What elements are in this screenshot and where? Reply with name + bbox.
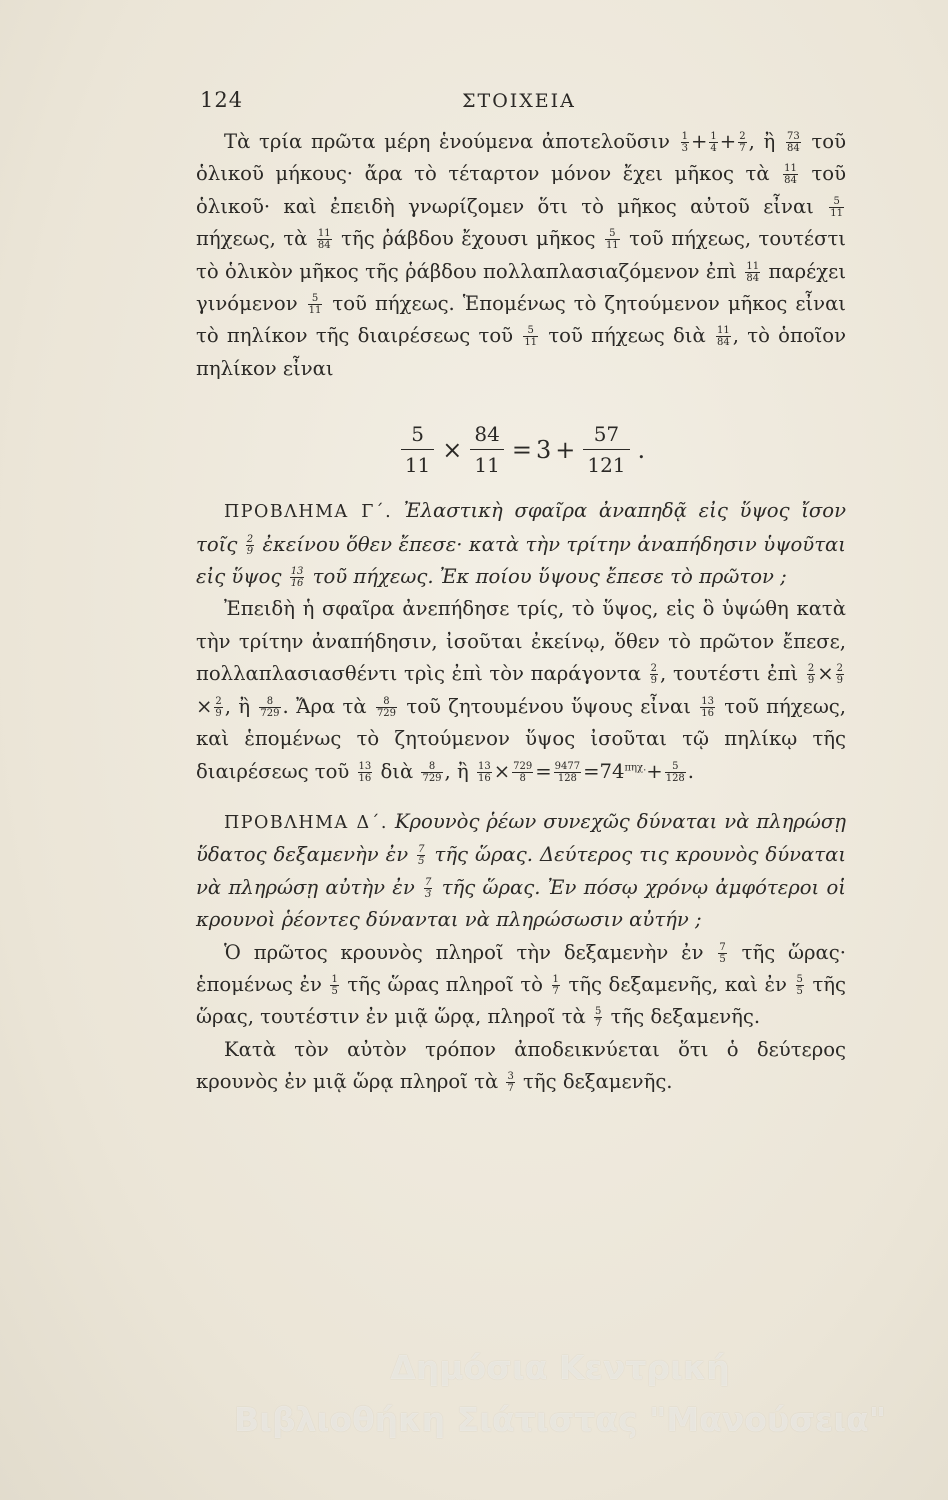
fraction-numerator: 13 (477, 760, 491, 772)
fraction (718, 942, 726, 965)
text-run: πήχεως, τὰ (196, 227, 315, 251)
fraction-denominator: 8 (519, 772, 526, 784)
fraction-denominator: 7 (739, 143, 746, 154)
running-title: ΣΤΟΙΧΕΙΑ (462, 90, 576, 112)
fraction-denominator: 11 (830, 207, 843, 219)
text-run: τῆς ῥάβδου ἔχουσι μῆκος (333, 227, 603, 251)
text-run: × (442, 435, 463, 464)
fraction (421, 761, 442, 784)
page-number: 124 (200, 88, 244, 112)
equation-fraction-b (470, 419, 503, 480)
fraction-denominator: 9 (650, 675, 658, 687)
library-watermark (180, 1342, 940, 1446)
text-run: Ἐπειδὴ ἡ σφαῖρα ἀνεπήδησε τρίς, τὸ ὕψος, εἰς ὃ ὑψώθη κατὰ τὴν τρίτην ἀναπήδησιν, ἰσοῦται ἐκείνῳ, ὅθεν τὸ πρῶτον ἔπεσε, πολλαπλασιασθέντι τρὶς ἐπὶ τὸν παράγοντα (196, 597, 846, 686)
text-run: τοῦ πήχεως. Ἐκ ποίου ὕψους ἔπεσε τὸ πρῶτον ; (306, 565, 787, 589)
fraction-numerator: 11 (317, 228, 331, 240)
fraction-numerator: 5 (665, 761, 686, 773)
equation-fraction-a (401, 419, 434, 480)
fraction (650, 663, 658, 686)
fraction-numerator: 13 (701, 695, 714, 707)
fraction (246, 534, 254, 557)
problem-delta (196, 806, 846, 937)
fraction-denominator: 11 (308, 305, 322, 317)
fraction-numerator: 5 (308, 293, 323, 305)
text-run: , ἢ (224, 694, 258, 718)
fraction-numerator: 2 (807, 663, 815, 675)
fraction (417, 844, 425, 867)
fraction-denominator: 84 (317, 240, 331, 252)
text-run: + (555, 435, 576, 464)
text-run: τοῦ πήχεως, καὶ ἑπομένως τὸ ζητούμενον ὕψος ἰσοῦται τῷ πηλίκῳ τῆς διαιρέσεως τοῦ (196, 694, 847, 783)
fraction (605, 228, 620, 251)
text-run: τοῦ πήχεως διὰ (540, 324, 714, 348)
fraction-numerator: 73 (787, 131, 800, 142)
text-run: Κρουνὸς ῥέων συνεχῶς δύναται νὰ πληρώσῃ ὕδατος δεξαμενὴν ἐν (196, 809, 847, 867)
fraction-denominator: 7 (507, 1083, 514, 1095)
text-run: + (691, 130, 708, 153)
fraction (783, 163, 798, 186)
text-run: = (583, 759, 600, 783)
fraction-denominator: 3 (681, 143, 688, 154)
fraction-numerator: 5 (829, 196, 844, 208)
text-run: , τουτέστι ἐπὶ (660, 662, 805, 686)
fraction-numerator: 7 (418, 844, 425, 856)
fraction-numerator: 2 (246, 533, 254, 545)
text-run: τῆς ὥρας πληροῖ τὸ (340, 972, 550, 996)
fraction (290, 566, 305, 589)
watermark-line-2: Βιβλιοθήκη Σιάτιστας "Μανούσεια" (233, 1400, 887, 1439)
fraction-numerator: 7 (425, 876, 432, 888)
text-run: τοῦ ὁλικοῦ μήκους· ἄρα τὸ τέταρτον μόνον ἔχει μῆκος τὰ (196, 130, 846, 186)
fraction-denominator: 84 (746, 272, 760, 284)
fraction-denominator: 11 (404, 453, 431, 478)
text-run: τῆς δεξαμενῆς. (516, 1070, 673, 1094)
fraction-numerator: 13 (290, 566, 304, 578)
fraction-numerator: 2 (836, 663, 843, 675)
text-run: = (511, 435, 532, 464)
fraction-denominator: 16 (358, 772, 372, 784)
fraction-numerator: 11 (784, 163, 797, 175)
fraction (552, 974, 560, 997)
fraction (477, 761, 492, 784)
solution-delta-second (196, 1034, 846, 1099)
watermark-line-1: Δημόσια Κεντρική (390, 1348, 730, 1387)
fraction (716, 325, 731, 348)
fraction-numerator: 9477 (554, 760, 581, 772)
text-run: ἐκείνου ὅθεν ἔπεσε· κατὰ τὴν τρίτην ἀναπήδησιν ὑψοῦται εἰς ὕψος (196, 532, 846, 589)
fraction-denominator: 11 (474, 453, 500, 478)
equation-fraction-c (583, 419, 629, 480)
fraction-denominator: 9 (215, 707, 222, 719)
fraction-denominator: 9 (836, 675, 843, 687)
fraction-numerator: 2 (215, 695, 222, 707)
text-block (196, 126, 846, 1099)
fraction (681, 131, 689, 154)
fraction-denominator: 5 (418, 856, 425, 868)
fraction-denominator: 9 (246, 545, 254, 557)
fraction-numerator: 729 (513, 760, 533, 772)
fraction-numerator: 84 (470, 419, 503, 450)
fraction (594, 1006, 602, 1029)
fraction-numerator: 5 (595, 1006, 602, 1018)
fraction-numerator: 8 (376, 696, 397, 708)
text-run: , τὸ ὁποῖον πηλίκον εἶναι (196, 324, 847, 380)
text-run: Τὰ τρία πρῶτα μέρη ἑνούμενα ἀποτελοῦσιν (224, 130, 679, 153)
fraction-denominator: 729 (422, 772, 442, 784)
fraction (786, 131, 801, 154)
fraction (709, 131, 717, 154)
text-run: = (535, 759, 552, 783)
fraction (308, 293, 323, 316)
fraction-numerator: 5 (401, 419, 434, 450)
text-run: πηχ. (624, 761, 647, 773)
fraction-denominator: 9 (807, 675, 815, 687)
text-run: τῆς ὥρας. Ἐν πόσῳ χρόνῳ ἀμφότεροι οἱ κρουνοὶ ῥέοντες δύνανται νὰ πληρώσωσιν αὐτήν ; (196, 875, 846, 932)
fraction-denominator: 11 (605, 240, 619, 252)
fraction (376, 696, 397, 719)
fraction-denominator: 7 (552, 985, 559, 997)
fraction-denominator: 128 (665, 772, 685, 784)
text-run: + (646, 759, 663, 783)
text-run: τῆς δεξαμενῆς. (604, 1005, 761, 1029)
fraction-numerator: 8 (421, 761, 442, 773)
fraction-numerator: 5 (523, 325, 538, 337)
text-run: τοῦ πήχεως. Ἑπομένως τὸ ζητούμενον μῆκος εἶναι τὸ πηλίκον τῆς διαιρέσεως τοῦ (196, 292, 846, 348)
fraction (259, 696, 280, 719)
solution-delta-first (196, 937, 846, 1034)
text-run: τοῦ ὁλικοῦ· καὶ ἐπειδὴ γνωρίζομεν ὅτι τὸ μῆκος αὐτοῦ εἶναι (196, 162, 846, 218)
fraction (506, 1071, 514, 1094)
fraction-denominator: 5 (331, 985, 338, 997)
fraction (829, 196, 844, 219)
text-run: × (196, 694, 213, 718)
fraction-numerator: 1 (681, 131, 688, 142)
fraction-denominator: 3 (425, 888, 432, 900)
fraction-denominator: 84 (787, 143, 800, 154)
text-run: , ἢ (444, 759, 475, 783)
fraction (358, 761, 373, 784)
text-run: τῆς ὥρας· ἑπομένως ἐν (196, 940, 846, 996)
fraction (738, 131, 746, 154)
text-run: + (719, 130, 737, 153)
text-run: τῆς ὥρας, τουτέστιν ἐν μιᾷ ὥρᾳ, πληροῖ τὰ (196, 972, 846, 1029)
fraction (807, 663, 815, 686)
fraction (330, 974, 338, 997)
text-run: Κατὰ τὸν αὐτὸν τρόπον ἀποδεικνύεται ὅτι ὁ δεύτερος κρουνὸς ἐν μιᾷ ὥρᾳ πληροῖ τὰ (196, 1037, 846, 1094)
fraction-denominator: 5 (796, 985, 803, 997)
fraction-denominator: 729 (260, 707, 280, 719)
fraction-numerator: 1 (331, 973, 338, 985)
fraction-numerator: 2 (739, 131, 746, 142)
fraction-numerator: 2 (650, 663, 658, 675)
text-run: . Ἄρα τὰ (282, 694, 374, 718)
fraction-numerator: 1 (710, 131, 717, 142)
fraction-denominator: 84 (784, 175, 797, 187)
page-header (196, 88, 842, 118)
fraction (214, 696, 222, 719)
fraction-denominator: 7 (595, 1018, 602, 1030)
fraction (317, 228, 332, 251)
text-run: × (493, 759, 511, 783)
fraction-denominator: 16 (290, 578, 304, 590)
text-run: . (637, 435, 646, 464)
display-equation (196, 391, 846, 491)
fraction-denominator: 121 (587, 453, 626, 478)
text-run: Ὁ πρῶτος κρουνὸς πληροῖ τὴν δεξαμενὴν ἐν (224, 940, 717, 964)
fraction-denominator: 5 (719, 953, 726, 965)
problem-title: ΠΡΟΒΛΗΜΑ Δ΄. (224, 812, 388, 833)
paragraph-solution-previous (196, 126, 846, 385)
fraction-numerator: 11 (746, 260, 760, 272)
fraction-denominator: 4 (710, 143, 717, 154)
text-run: , ἢ (748, 130, 784, 153)
fraction (512, 761, 533, 784)
fraction-numerator: 3 (507, 1071, 514, 1083)
fraction (554, 761, 581, 784)
fraction-denominator: 16 (701, 707, 714, 719)
fraction-denominator: 16 (477, 772, 491, 784)
text-run: διὰ (374, 759, 420, 783)
fraction-numerator: 11 (717, 325, 730, 337)
fraction-numerator: 1 (552, 973, 559, 985)
fraction (796, 974, 804, 997)
problem-gamma (196, 495, 846, 593)
fraction (745, 261, 760, 284)
fraction-numerator: 57 (583, 419, 629, 450)
text-run: . (687, 759, 695, 783)
text-run: τοῦ πήχεως, τουτέστι τὸ ὁλικὸν μῆκος τῆς ῥάβδου πολλαπλασιαζόμενον ἐπὶ (196, 227, 846, 283)
fraction (523, 325, 538, 348)
text-run: τοῦ ζητουμένου ὕψους εἶναι (399, 694, 699, 718)
text-run: τῆς ὥρας. Δεύτερος τις κρουνὸς δύναται νὰ πληρώσῃ αὐτὴν ἐν (196, 843, 846, 899)
fraction-denominator: 128 (557, 772, 577, 784)
fraction-numerator: 8 (259, 696, 280, 708)
fraction-numerator: 5 (605, 228, 620, 240)
solution-gamma (196, 593, 846, 787)
text-run: × (817, 662, 834, 686)
text-run: παρέχει γινόμενον (196, 259, 846, 316)
fraction-denominator: 729 (376, 707, 397, 719)
fraction-numerator: 13 (358, 760, 372, 772)
text-run: Ἐλαστικὴ σφαῖρα ἀναπηδᾷ εἰς ὕψος ἴσον τοῖς (196, 499, 847, 556)
fraction (424, 877, 432, 900)
text-run: 74 (599, 759, 625, 783)
fraction (836, 663, 844, 686)
fraction (700, 696, 715, 719)
fraction-numerator: 7 (719, 941, 726, 953)
problem-title: ΠΡΟΒΛΗΜΑ Γ΄. (224, 502, 393, 523)
fraction-denominator: 84 (717, 337, 730, 349)
fraction-numerator: 5 (796, 973, 803, 985)
text-run: 3 (535, 435, 552, 464)
fraction-denominator: 11 (524, 337, 538, 349)
fraction (665, 761, 686, 784)
text-run: τῆς δεξαμενῆς, καὶ ἐν (561, 972, 794, 996)
